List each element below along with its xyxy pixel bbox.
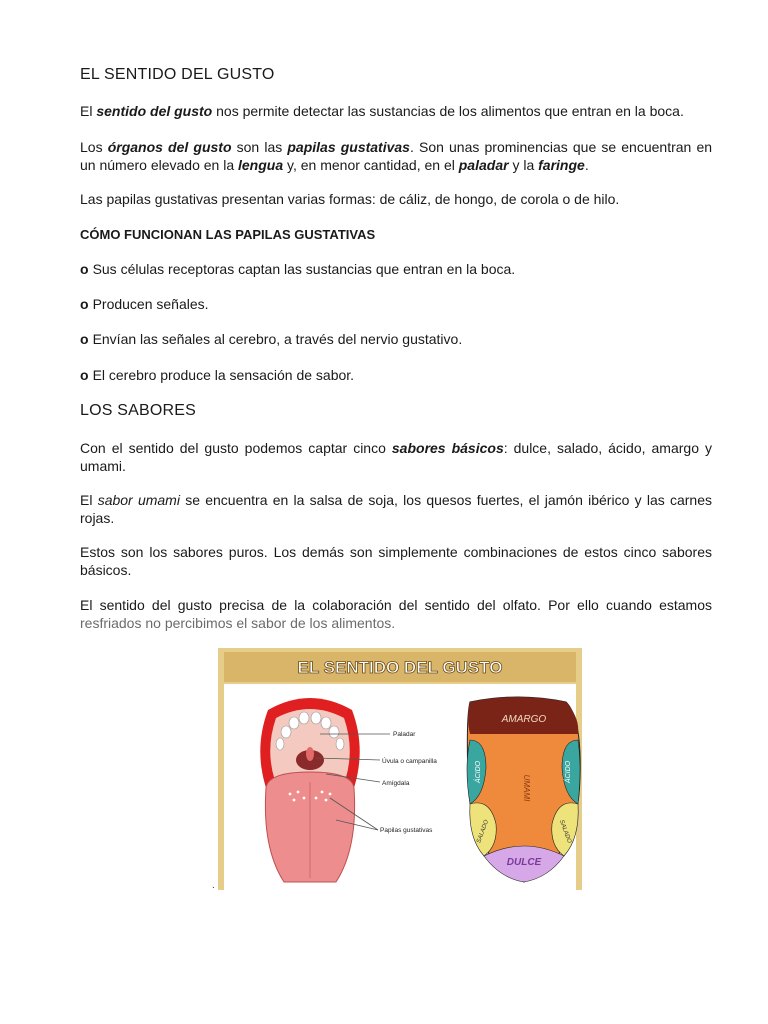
text: Los bbox=[80, 139, 108, 155]
paragraph-5 bbox=[80, 491, 712, 527]
taste-map bbox=[467, 697, 580, 882]
mouth-drawing bbox=[260, 698, 359, 882]
subtitle: CÓMO FUNCIONAN LAS PAPILAS GUSTATIVAS bbox=[80, 227, 376, 242]
emphasis: sabor umami bbox=[97, 492, 180, 508]
faded-text: resfriados no percibimos el sabor de los alimentos. bbox=[80, 615, 396, 631]
paragraph-3: Las papilas gustativas presentan varias formas: de cáliz, de hongo, de corola o de hilo. bbox=[80, 191, 620, 207]
bullet-text: Sus células receptoras captan las sustancias que entran en la boca. bbox=[92, 261, 516, 277]
bullet-text: Producen señales. bbox=[92, 296, 209, 312]
text: son las bbox=[231, 139, 288, 155]
taste-illustration bbox=[218, 648, 582, 890]
zone-label-umami: UMAMI bbox=[522, 774, 531, 802]
emphasis: sabores básicos bbox=[391, 440, 504, 456]
text: y la bbox=[508, 157, 539, 173]
text: Con el sentido del gusto podemos captar cinco bbox=[80, 440, 392, 456]
paragraph-7 bbox=[80, 596, 712, 632]
taste-figure bbox=[218, 648, 582, 890]
text: El bbox=[80, 492, 98, 508]
label-paladar: Paladar bbox=[393, 731, 416, 738]
bullet-item bbox=[80, 330, 712, 348]
bullet-marker: o bbox=[80, 367, 89, 383]
emphasis: paladar bbox=[458, 157, 509, 173]
bullet-item bbox=[80, 260, 712, 278]
bullet-text: Envían las señales al cerebro, a través del nervio gustativo. bbox=[92, 331, 463, 347]
emphasis: sentido del gusto bbox=[96, 103, 213, 119]
text: nos permite detectar las sustancias de los alimentos que entran en la boca. bbox=[212, 103, 684, 119]
uvula bbox=[306, 747, 314, 761]
label-papilas: Papilas gustativas bbox=[380, 827, 433, 834]
section-title: LOS SABORES bbox=[80, 402, 197, 419]
text: El bbox=[80, 103, 97, 119]
paragraph-1 bbox=[80, 102, 712, 120]
emphasis: lengua bbox=[238, 157, 284, 173]
bullet-text: El cerebro produce la sensación de sabor. bbox=[92, 367, 355, 383]
zone-label-acido-left: ÁCIDO bbox=[475, 760, 482, 784]
bullet-item bbox=[80, 366, 712, 384]
bullet-marker: o bbox=[80, 296, 89, 312]
text: y, en menor cantidad, en el bbox=[283, 157, 459, 173]
zone-label-acido-right: ÁCIDO bbox=[565, 760, 572, 784]
page-title: EL SENTIDO DEL GUSTO bbox=[80, 66, 275, 83]
bullet-marker: o bbox=[80, 261, 89, 277]
text: El sentido del gusto precisa de la colaboración del sentido del olfato. Por ello cuando estamos bbox=[80, 597, 712, 613]
bullet-item bbox=[80, 295, 712, 313]
paragraph-6: Estos son los sabores puros. Los demás son simplemente combinaciones de estos cinco sabores básicos. bbox=[80, 544, 712, 578]
figure-title: EL SENTIDO DEL GUSTO bbox=[297, 658, 503, 677]
text: . bbox=[584, 157, 589, 173]
zone-label-salado-left: SALADO bbox=[476, 819, 491, 845]
zone-label-amargo: AMARGO bbox=[501, 714, 547, 725]
emphasis: papilas gustativas bbox=[287, 139, 410, 155]
emphasis: faringe bbox=[538, 157, 585, 173]
label-amigdala: Amígdala bbox=[382, 780, 410, 787]
bullet-marker: o bbox=[80, 331, 89, 347]
label-uvula: Úvula o campanilla bbox=[382, 758, 437, 765]
paragraph-4 bbox=[80, 439, 712, 475]
text: se encuentra en la salsa de soja, los quesos fuertes, el jamón ibérico y las carnes rojas. bbox=[80, 492, 712, 526]
text: . Son unas prominencias que se encuentran en un número elevado en la bbox=[80, 139, 713, 173]
zone-label-dulce: DULCE bbox=[506, 857, 542, 868]
paragraph-2 bbox=[80, 138, 712, 174]
emphasis: órganos del gusto bbox=[107, 139, 232, 155]
trailing-dot: . bbox=[212, 880, 215, 891]
zone-label-salado-right: SALADO bbox=[557, 819, 572, 845]
text: : dulce, salado, ácido, amargo y umami. bbox=[80, 440, 712, 474]
